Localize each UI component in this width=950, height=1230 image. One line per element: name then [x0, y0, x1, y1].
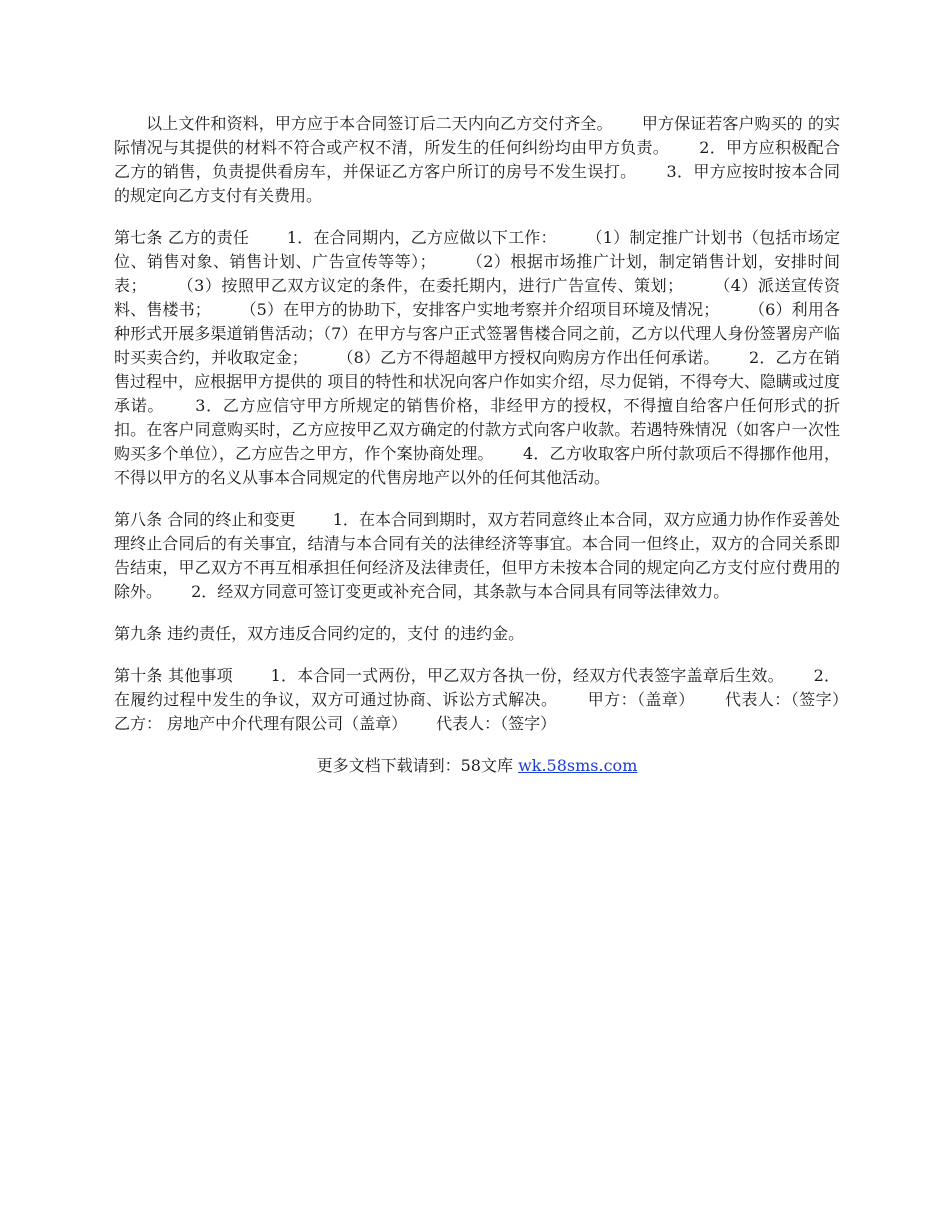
paragraph-party-a-obligations: 以上文件和资料，甲方应于本合同签订后二天内向乙方交付齐全。 甲方保证若客户购买的 的实际情况与其提供的材料不符合或产权不清，所发生的任何纠纷均由甲方负责。 2．甲方应积极配合乙方的销售，负责提供看房车，并保证乙方客户所订的房号不发生误打。 3．甲方应按时按本合同的规定向乙方支付有关费用。 [114, 114, 840, 205]
document-page [114, 112, 878, 778]
footer-link[interactable]: wk.58sms.com [518, 756, 638, 775]
paragraph-article-9: 第九条 违约责任，双方违反合同约定的，支付 的违约金。 [114, 624, 525, 643]
paragraph-article-10: 第十条 其他事项 1．本合同一式两份，甲乙双方各执一份，经双方代表签字盖章后生效。 2．在履约过程中发生的争议，双方可通过协商、诉讼方式解决。 甲方：（盖章） 代表人：（签字） 乙方： 房地产中介代理有限公司（盖章） 代表人：（签字） [114, 666, 878, 733]
footer-prefix: 更多文档下载请到：58文库 [316, 756, 519, 775]
footer-download-note [114, 754, 840, 778]
paragraph-article-8: 第八条 合同的终止和变更 1．在本合同到期时，双方若同意终止本合同，双方应通力协作作妥善处理终止合同后的有关事宜，结清与本合同有关的法律经济等事宜。本合同一但终止，双方的合同关系即告结束，甲乙双方不再互相承担任何经济及法律责任，但甲方未按本合同的规定向乙方支付应付费用的除外。 2．经双方同意可签订变更或补充合同，其条款与本合同具有同等法律效力。 [114, 510, 840, 601]
paragraph-article-7: 第七条 乙方的责任 1．在合同期内，乙方应做以下工作： （1）制定推广计划书（包括市场定位、销售对象、销售计划、广告宣传等等）； （2）根据市场推广计划，制定销售计划，安排时间表； （3）按照甲乙双方议定的条件，在委托期内，进行广告宣传、策划； （4）派送宣传资料、售楼书； （5）在甲方的协助下，安排客户实地考察并介绍项目环境及情况； （6）利用各种形式开展多渠道销售活动；（7）在甲方与客户正式签署售楼合同之前，乙方以代理人身份签署房产临时买卖合约，并收取定金； （8）乙方不得超越甲方授权向购房方作出任何承诺。 2．乙方在销售过程中，应根据甲方提供的 项目的特性和状况向客户作如实介绍，尽力促销，不得夸大、隐瞒或过度承诺。 3．乙方应信守甲方所规定的销售价格，非经甲方的授权，不得擅自给客户任何形式的折扣。在客户同意购买时，乙方应按甲乙双方确定的付款方式向客户收款。若遇特殊情况（如客户一次性购买多个单位），乙方应告之甲方，作个案协商处理。 4．乙方收取客户所付款项后不得挪作他用，不得以甲方的名义从事本合同规定的代售房地产以外的任何其他活动。 [114, 228, 840, 487]
